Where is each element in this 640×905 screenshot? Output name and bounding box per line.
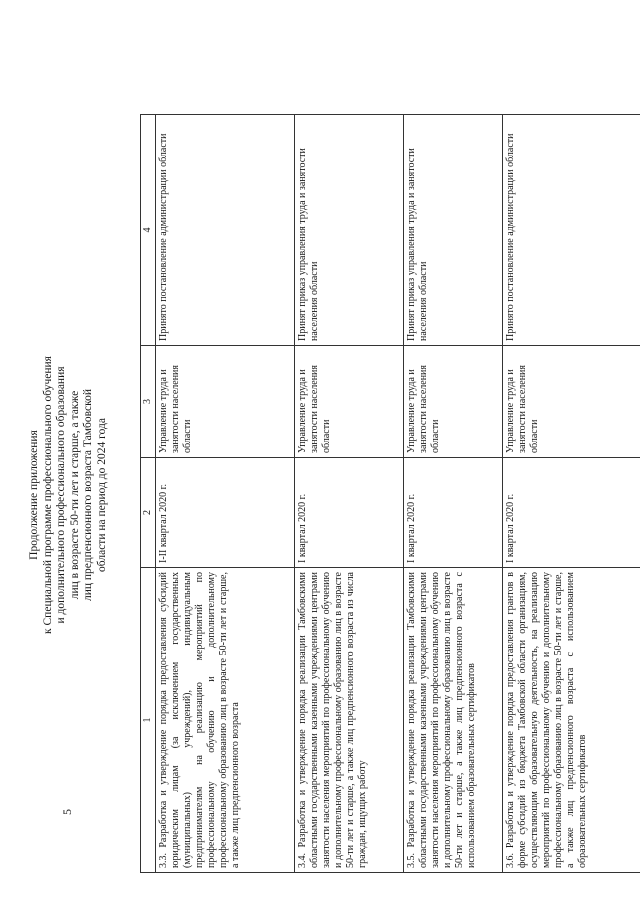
result-cell: Принято постановление администрации области xyxy=(156,115,295,346)
header-line: лиц предпенсионного возраста Тамбовской xyxy=(82,389,94,602)
column-number: 1 xyxy=(141,568,156,873)
header-line: Продолжение приложения xyxy=(28,430,40,560)
measures-table xyxy=(140,114,640,873)
table-row xyxy=(404,115,503,873)
term-cell: I квартал 2020 г. xyxy=(404,458,503,568)
executor-cell: Управление труда и занятости населения области xyxy=(156,346,295,458)
column-number: 4 xyxy=(141,115,156,346)
table-row xyxy=(503,115,640,873)
result-cell: Принят приказ управления труда и занятости населения области xyxy=(404,115,503,346)
executor-cell: Управление труда и занятости населения области xyxy=(503,346,640,458)
measure-cell: 3.4. Разработка и утверждение порядка реализации Тамбовскими областными государственными казенными учреждениями центрами занятости населения мероприятий по профессиональному обучению и дополнительному профессиональному образованию лиц в возрасте 50-ти лет и старше, а также лиц предпенсионного возраста из числа граждан, ищущих работу xyxy=(295,568,404,873)
executor-cell: Управление труда и занятости населения области xyxy=(295,346,404,458)
measure-cell: 3.3. Разработка и утверждение порядка предоставления субсидий юридическим лицам (за исключением государственных (муниципальных) учреждений), индивидуальным предпринимателям на реализацию мероприятий по профессиональному обучению и дополнительному профессиональному образованию лиц в возрасте 50-ти лет и старше, а также лиц предпенсионного возраста xyxy=(156,568,295,873)
measure-cell: 3.5. Разработка и утверждение порядка реализации Тамбовскими областными государственными казенными учреждениями центрами занятости населения мероприятий по профессиональному обучению и дополнительному профессиональному образованию лиц в возрасте 50-ти лет и старше, а также лиц предпенсионного возраста с использованием образовательных сертификатов xyxy=(404,568,503,873)
table-header-row xyxy=(141,115,156,873)
header-line: области на период до 2024 года xyxy=(95,418,108,572)
table-row xyxy=(295,115,404,873)
appendix-header xyxy=(28,285,109,705)
header-line: к Специальной программе профессионального обучения xyxy=(41,356,54,634)
header-line: и дополнительного профессионального образования xyxy=(55,366,67,624)
table-row xyxy=(156,115,295,873)
header-line: лиц в возрасте 50-ти лет и старше, а также xyxy=(68,390,81,600)
column-number: 3 xyxy=(141,346,156,458)
result-cell: Принят приказ управления труда и занятости населения области xyxy=(295,115,404,346)
result-cell: Принято постановление администрации области xyxy=(503,115,640,346)
term-cell: I-II квартал 2020 г. xyxy=(156,458,295,568)
term-cell: I квартал 2020 г. xyxy=(503,458,640,568)
executor-cell: Управление труда и занятости населения области xyxy=(404,346,503,458)
page-number: 5 xyxy=(60,809,74,815)
term-cell: I квартал 2020 г. xyxy=(295,458,404,568)
column-number: 2 xyxy=(141,458,156,568)
measure-cell: 3.6. Разработка и утверждение порядка предоставления грантов в форме субсидий из бюджета Тамбовской области организациям, осуществляющим образовательную деятельность, на реализацию мероприятий по профессиональному обучению и дополнительному профессиональному образованию лиц в возрасте 50-ти лет и старше, а также лиц предпенсионного возраста с использованием образовательных сертификатов xyxy=(503,568,640,873)
